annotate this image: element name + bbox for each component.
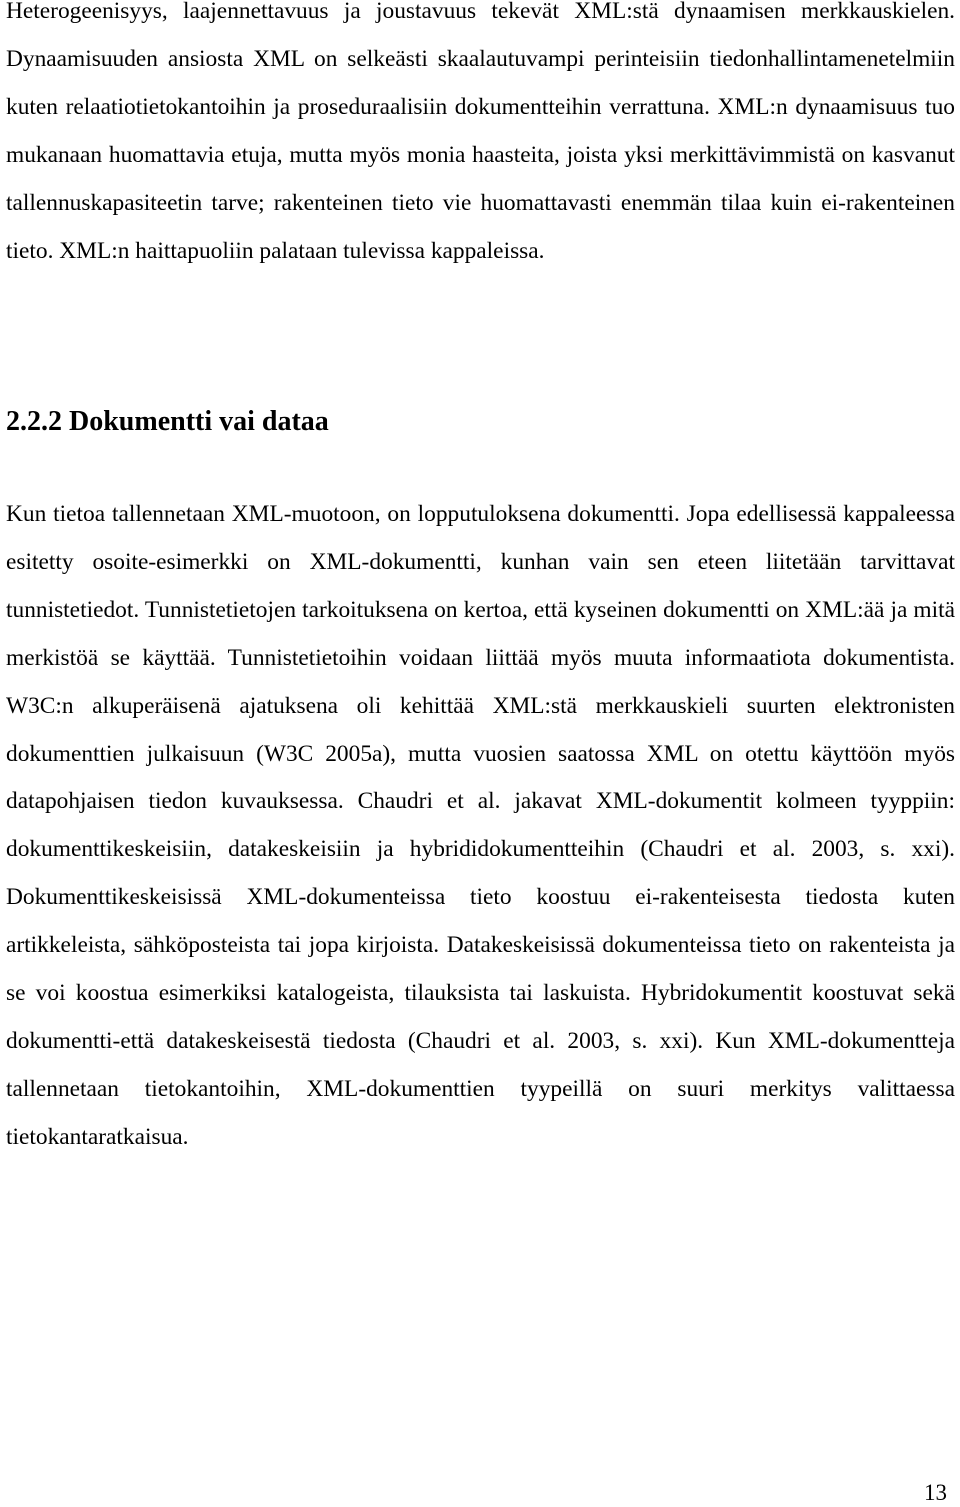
section-heading: 2.2.2 Dokumentti vai dataa: [6, 406, 329, 437]
page-number: 13: [924, 1480, 947, 1505]
body-paragraph-1: Heterogeenisyys, laajennettavuus ja joustavuus tekevät XML:stä dynaamisen merkkauskielen. Dynaamisuuden ansiosta XML on selkeästi skaalautuvampi perinteisiin tiedonhallintamenetelmiin kuten relaatiotietokantoihin ja proseduraalisiin dokumentteihin verrattuna. XML:n dynaamisuus tuo mukanaan huomattavia etuja, mutta myös monia haasteita, joista yksi merkittävimmistä on kasvanut tallennuskapasiteetin tarve; rakenteinen tieto vie huomattavasti enemmän tilaa kuin ei-rakenteinen tieto. XML:n haittapuoliin palataan tulevissa kappaleissa.: [6, 0, 955, 264]
body-paragraph-2: Kun tietoa tallennetaan XML-muotoon, on lopputuloksena dokumentti. Jopa edellisessä kappaleessa esitetty osoite-esimerkki on XML-dokumentti, kunhan vain sen eteen liitetään tarvittavat tunnistetiedot. Tunnistetietojen tarkoituksena on kertoa, että kyseinen dokumentti on XML:ää ja mitä merkistöä se käyttää. Tunnistetietoihin voidaan liittää myös muuta informaatiota dokumentista. W3C:n alkuperäisenä ajatuksena oli kehittää XML:stä merkkauskieli suurten elektronisten dokumenttien julkaisuun (W3C 2005a), mutta vuosien saatossa XML on otettu käyttöön myös datapohjaisen tiedon kuvauksessa. Chaudri et al. jakavat XML-dokumentit kolmeen tyyppiin: dokumenttikeskeisiin, datakeskeisiin ja hybrididokumentteihin (Chaudri et al. 2003, s. xxi). Dokumenttikeskeisissä XML-dokumenteissa tieto koostuu ei-rakenteisesta tiedosta kuten artikkeleista, sähköposteista tai jopa kirjoista. Datakeskeisissä dokumenteissa tieto on rakenteista ja se voi koostua esimerkiksi katalogeista, tilauksista tai laskuista. Hybridokumentit koostuvat sekä dokumentti-että datakeskeisestä tiedosta (Chaudri et al. 2003, s. xxi). Kun XML-dokumentteja tallennetaan tietokantoihin, XML-dokumenttien tyypeillä on suuri merkitys valittaessa tietokantaratkaisua.: [6, 501, 955, 1150]
